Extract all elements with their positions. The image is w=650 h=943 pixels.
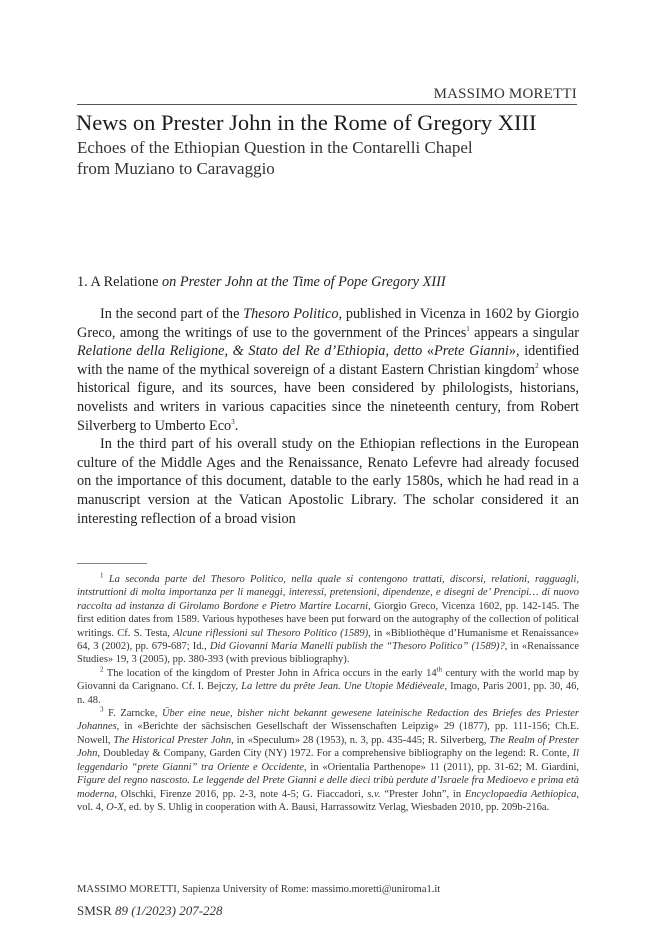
footnote-3 bbox=[77, 707, 579, 814]
italic-text: Il leggendario “prete Gianni” tra Oriente e Occidente bbox=[77, 748, 579, 773]
journal-issue: 89 (1/2023) 207-228 bbox=[114, 903, 223, 918]
footnote-ref[interactable]: 1 bbox=[466, 324, 470, 333]
text-span: « bbox=[422, 343, 435, 360]
text-span: , in «Renaissance Studies» 19, 3 (2005), pp. 380-393 (with previous bibliography). bbox=[77, 641, 580, 666]
text-span: whose historical figure, and its sources, have been considered by philologists, historians, novelists and writers in various capacities since the nineteenth century, from Robert Silverberg to Umberto Eco bbox=[77, 361, 579, 434]
text-span: », identified with the name of the mythical sovereign of a distant Eastern Christian kingdom bbox=[77, 343, 579, 378]
footnotes bbox=[77, 573, 579, 814]
author-name: MASSIMO MORETTI bbox=[433, 86, 577, 102]
text-span: F. Zarncke, bbox=[103, 708, 162, 720]
footnote-1 bbox=[77, 573, 579, 667]
footnote-2 bbox=[77, 667, 579, 707]
italic-title: Prete Gianni bbox=[434, 343, 509, 360]
text-span: , Imago, Paris 2001, pp. 30, 46, n. 48. bbox=[77, 681, 579, 706]
text-span: century with the world map by Giovanni da Carignano. Cf. I. Bejczy, bbox=[77, 667, 580, 693]
italic-text: The Realm of Prester John bbox=[77, 734, 580, 760]
footnote-number: 1 bbox=[100, 571, 104, 580]
subtitle-line-2: from Muziano to Caravaggio bbox=[77, 159, 275, 178]
footnote-number: 3 bbox=[100, 705, 104, 714]
italic-text: Alcune riflessioni sul Thesoro Politico (1589) bbox=[173, 627, 369, 639]
body-text bbox=[77, 305, 579, 528]
footnote-ref[interactable]: 3 bbox=[231, 417, 235, 426]
italic-text: Über eine neue, bisher nicht bekannt gewesene lateinische Redaction des Briefes des Priester Johannes bbox=[77, 708, 579, 733]
italic-text: O-X bbox=[106, 801, 124, 813]
author-affiliation bbox=[77, 883, 579, 896]
italic-text: Encyclopaedia Aethiopica bbox=[464, 788, 577, 800]
bio-author-name: MASSIMO MORETTI bbox=[77, 884, 177, 895]
text-span: , Giorgio Greco, Vicenza 1602, pp. 142-145. The first edition dates from 1589. Various hypotheses have been put forward on the autography of the collection of political writings. Cf. S. Testa, bbox=[77, 600, 579, 639]
paragraph-2: In the third part of his overall study on the Ethiopian reflections in the European culture of the Middle Ages and the Renaissance, Renato Lefevre had already focused on the importance of this document, datable to the early 1580s, which he had read in a manuscript version at the Vatican Apostolic Library. The scholar considered it an interesting reflection of a broad vision bbox=[77, 436, 579, 527]
footnote-number: 2 bbox=[100, 665, 104, 674]
paragraph-1 bbox=[77, 305, 579, 435]
text-span: , vol. 4, bbox=[77, 788, 580, 813]
subtitle-line-1: Echoes of the Ethiopian Question in the Contarelli Chapel bbox=[77, 138, 473, 157]
ordinal-suffix: th bbox=[436, 665, 443, 674]
italic-text: Figure del regno nascosto. Le leggende del Prete Gianni e delle dieci tribù perdute d’Israele fra Medioevo e prima età moderna bbox=[77, 775, 579, 800]
article-subtitle bbox=[77, 137, 577, 179]
text-span: appears a singular bbox=[469, 324, 579, 341]
journal-name: SMSR bbox=[77, 903, 115, 918]
text-span: , in «Orientalia Parthenope» 11 (2011), pp. 31-62; M. Giardini, bbox=[304, 761, 579, 773]
text-span: In the second part of the bbox=[100, 306, 244, 322]
italic-text: La lettre du prête Jean. Une Utopie Médiéveale bbox=[241, 681, 445, 693]
section-relatione: Relatione bbox=[103, 274, 159, 290]
section-title-rest: on Prester John at the Time of Pope Gregory XIII bbox=[158, 274, 446, 290]
italic-text: The Historical Prester John bbox=[113, 734, 232, 746]
header-rule bbox=[77, 104, 577, 105]
italic-text: s.v. bbox=[367, 788, 381, 800]
text-span: , Olschki, Firenze 2016, pp. 2-3, note 4-5; G. Fiaccadori, bbox=[114, 788, 368, 800]
journal-citation bbox=[77, 903, 223, 919]
italic-text: Did Giovanni Maria Manelli publish the “Thesoro Politico” (1589)? bbox=[209, 641, 505, 653]
text-span: . bbox=[234, 417, 239, 434]
text-span: The location of the kingdom of Prester John in Africa occurs in the early 14 bbox=[103, 667, 437, 679]
footnote-ref[interactable]: 2 bbox=[535, 362, 539, 371]
italic-text: La seconda parte del Thesoro Politico, nella quale si contengono trattati, discorsi, relationi, ragguagli, intstruttioni di molta importanza per li maneggi, interessi, pretensioni, dipendenze, e disegni de’ Prencipi… di nuovo raccolta ad instanza di Girolamo Bordone e Pietro Martire Locarni bbox=[77, 574, 579, 612]
text-span: , Doubleday & Company, Garden City (NY) 1972. For a comprehensive bibliography on the legend: R. Conte, bbox=[97, 748, 573, 760]
text-span: , in «Berichte der sächsischen Gesellschaft der Wissenschaften Leipzig» 29 (1877), pp. 111-156; Ch.E. Nowell, bbox=[77, 721, 579, 746]
article-title: News on Prester John in the Rome of Gregory XIII bbox=[76, 110, 537, 135]
bio-affiliation-text: , Sapienza University of Rome: massimo.moretti@uniroma1.it bbox=[176, 884, 441, 895]
footnote-separator bbox=[77, 563, 147, 564]
section-number: 1. A bbox=[77, 274, 104, 290]
text-span: “Prester John”, in bbox=[380, 788, 465, 800]
text-span: , in «Bibliothèque d’Humanisme et Renaissance» 64, 3 (2002), pp. 679-687; Id., bbox=[77, 627, 579, 653]
italic-title: Thesoro Politico bbox=[243, 306, 339, 322]
section-heading bbox=[77, 273, 577, 291]
text-span: , ed. by S. Uhlig in cooperation with A. Bausi, Harrassowitz Verlag, Wiesbaden 2010, pp. 209b-216a. bbox=[123, 801, 550, 813]
text-span: , in «Speculum» 28 (1953), n. 3, pp. 435-445; R. Silverberg, bbox=[231, 734, 490, 746]
italic-title: Relatione della Religione, & Stato del Re d’Ethiopia, detto bbox=[77, 343, 423, 360]
text-span: , published in Vicenza in 1602 by Giorgio Greco, among the writings of use to the government of the Princes bbox=[77, 306, 579, 341]
